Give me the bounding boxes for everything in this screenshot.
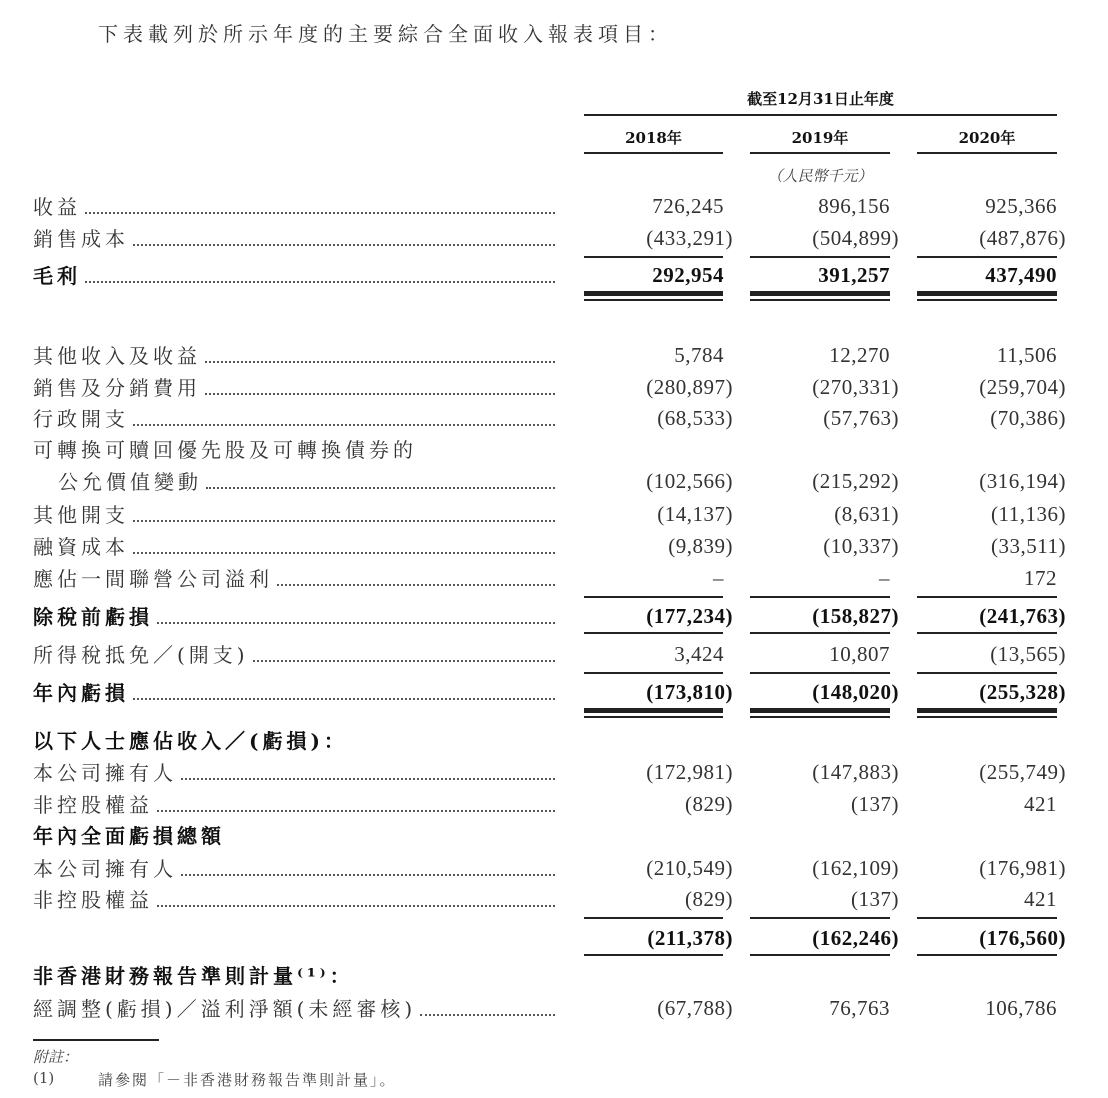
value-2019: (8,631)	[834, 502, 899, 526]
row-label	[33, 994, 555, 1022]
dot-leader	[85, 211, 555, 214]
value-2020: 106,786	[985, 996, 1057, 1020]
double-rule	[917, 716, 1057, 718]
table-row	[0, 261, 1108, 291]
double-rule	[584, 716, 723, 718]
value-2019: (10,337)	[823, 534, 899, 558]
year-header-2020: 2020年	[958, 129, 1016, 147]
dot-leader	[157, 809, 555, 812]
value-2019: 12,270	[829, 343, 890, 367]
row-label	[58, 467, 555, 495]
single-rule	[584, 672, 723, 674]
value-2019: (162,109)	[812, 856, 899, 880]
single-rule	[584, 596, 723, 598]
value-2020: 437,490	[985, 263, 1057, 287]
dot-leader	[205, 360, 555, 363]
single-rule	[584, 917, 723, 919]
dot-leader	[133, 243, 555, 246]
footnote-text: 請參閱「－非香港財務報告準則計量」。	[98, 1071, 397, 1089]
row-label-text: 年內全面虧損總額	[33, 824, 225, 848]
row-label	[33, 532, 555, 560]
value-2019: (137)	[851, 887, 899, 911]
row-label-text: 其他收入及收益	[33, 344, 201, 368]
row-label-text: 本公司擁有人	[33, 761, 177, 785]
single-rule	[584, 256, 723, 258]
table-row	[0, 467, 1108, 497]
table-row	[0, 758, 1108, 788]
value-2019: 896,156	[818, 194, 890, 218]
value-2020: (316,194)	[979, 469, 1066, 493]
row-label-text: 公允價值變動	[58, 470, 202, 494]
dot-leader	[133, 697, 555, 700]
value-2019: (148,020)	[812, 680, 899, 704]
double-rule	[750, 299, 890, 301]
row-label	[33, 564, 555, 592]
value-2019: (57,763)	[823, 406, 899, 430]
value-2020: (255,749)	[979, 760, 1066, 784]
single-rule	[917, 596, 1057, 598]
dot-leader	[85, 280, 555, 283]
row-label-text: 其他開支	[33, 503, 129, 527]
table-row	[0, 341, 1108, 371]
double-rule	[917, 291, 1057, 296]
single-rule	[917, 256, 1057, 258]
value-2020: (11,136)	[991, 502, 1066, 526]
single-rule	[917, 917, 1057, 919]
row-label-text: 收益	[33, 195, 81, 219]
double-rule	[584, 299, 723, 301]
single-rule	[750, 632, 890, 634]
period-header: 截至12月31日止年度	[747, 90, 894, 108]
single-rule	[750, 256, 890, 258]
single-rule	[750, 917, 890, 919]
row-label	[33, 602, 555, 630]
value-2020: (33,511)	[991, 534, 1066, 558]
table-row	[0, 854, 1108, 884]
single-rule	[750, 596, 890, 598]
value-2020: 11,506	[997, 343, 1057, 367]
dot-leader	[181, 777, 555, 780]
single-rule	[917, 672, 1057, 674]
dot-leader	[133, 519, 555, 522]
value-2018: (173,810)	[646, 680, 733, 704]
row-label	[33, 678, 555, 706]
table-row	[0, 885, 1108, 915]
table-row	[0, 192, 1108, 222]
row-label	[33, 373, 555, 401]
unit-label: （人民幣千元）	[767, 167, 873, 185]
table-row	[0, 500, 1108, 530]
value-2018: (433,291)	[646, 226, 733, 250]
value-2020: 925,366	[985, 194, 1057, 218]
row-label	[33, 435, 555, 463]
row-label	[33, 261, 555, 289]
single-rule	[584, 632, 723, 634]
dot-leader	[206, 486, 555, 489]
row-label	[33, 854, 555, 882]
value-2018: (829)	[685, 792, 733, 816]
value-2020: 421	[1024, 792, 1057, 816]
footnote-divider	[33, 1039, 159, 1041]
table-row	[0, 373, 1108, 403]
value-2018: (829)	[685, 887, 733, 911]
row-label	[33, 961, 555, 989]
value-2020: (13,565)	[990, 642, 1066, 666]
value-2018: (210,549)	[646, 856, 733, 880]
row-label-text: 融資成本	[33, 535, 129, 559]
row-label-text: 經調整(虧損)／溢利淨額(未經審核)	[33, 997, 417, 1021]
value-2019: (137)	[851, 792, 899, 816]
period-rule	[584, 114, 1057, 116]
double-rule	[917, 299, 1057, 301]
table-row	[0, 924, 1108, 954]
value-2019: (147,883)	[812, 760, 899, 784]
dot-leader	[420, 1013, 555, 1016]
year-header-2018: 2018年	[625, 129, 682, 147]
value-2020: (176,981)	[979, 856, 1066, 880]
table-row	[0, 435, 1108, 465]
year-header-2019: 2019年	[791, 129, 849, 147]
row-label	[33, 192, 555, 220]
value-2018: 292,954	[652, 263, 724, 287]
row-label-text: 非香港財務報告準則計量⁽¹⁾：	[33, 964, 354, 988]
table-row	[0, 994, 1108, 1024]
row-label-text: 年內虧損	[33, 681, 129, 705]
value-2019: (158,827)	[812, 604, 899, 628]
value-2019: 391,257	[818, 263, 890, 287]
value-2019: (504,899)	[812, 226, 899, 250]
table-row	[0, 678, 1108, 708]
table-row	[0, 961, 1108, 991]
table-row	[0, 821, 1108, 851]
dot-leader	[157, 621, 555, 624]
double-rule	[750, 291, 890, 296]
table-row	[0, 404, 1108, 434]
single-rule	[750, 672, 890, 674]
table-row	[0, 564, 1108, 594]
table-row	[0, 224, 1108, 254]
year-rule	[584, 152, 723, 154]
single-rule	[750, 954, 890, 956]
footnote-marker: (1)	[33, 1069, 55, 1087]
value-2019: (270,331)	[812, 375, 899, 399]
dot-leader	[205, 392, 555, 395]
value-2018: (172,981)	[646, 760, 733, 784]
footnote-title: 附註：	[33, 1048, 79, 1066]
row-label	[33, 224, 555, 252]
row-label-text: 銷售成本	[33, 227, 129, 251]
row-label-text: 行政開支	[33, 407, 129, 431]
value-2018: (102,566)	[646, 469, 733, 493]
row-label-text: 所得稅抵免／(開支)	[33, 643, 249, 667]
table-row	[0, 602, 1108, 632]
dot-leader	[133, 423, 555, 426]
intro-text: 下表載列於所示年度的主要綜合全面收入報表項目：	[98, 22, 673, 46]
row-label	[33, 500, 555, 528]
value-2019: –	[879, 566, 890, 590]
value-2018: 726,245	[652, 194, 724, 218]
double-rule	[750, 708, 890, 713]
value-2020: 172	[1024, 566, 1057, 590]
dot-leader	[133, 551, 555, 554]
table-row	[0, 726, 1108, 756]
row-label	[33, 821, 555, 849]
value-2020: (241,763)	[979, 604, 1066, 628]
dot-leader	[157, 904, 555, 907]
value-2018: (211,378)	[647, 926, 733, 950]
table-row	[0, 640, 1108, 670]
dot-leader	[181, 873, 555, 876]
double-rule	[584, 291, 723, 296]
double-rule	[750, 716, 890, 718]
value-2019: (215,292)	[812, 469, 899, 493]
value-2018: (67,788)	[657, 996, 733, 1020]
double-rule	[917, 708, 1057, 713]
value-2018: –	[713, 566, 724, 590]
table-row	[0, 532, 1108, 562]
value-2019: 10,807	[829, 642, 890, 666]
value-2018: (14,137)	[657, 502, 733, 526]
row-label	[33, 885, 555, 913]
row-label	[33, 640, 555, 668]
double-rule	[584, 708, 723, 713]
row-label-text: 銷售及分銷費用	[33, 376, 201, 400]
value-2020: (259,704)	[979, 375, 1066, 399]
value-2019: (162,246)	[812, 926, 899, 950]
row-label-text: 除稅前虧損	[33, 605, 153, 629]
row-label-text: 應佔一間聯營公司溢利	[33, 567, 273, 591]
row-label	[33, 790, 555, 818]
value-2018: (68,533)	[657, 406, 733, 430]
value-2018: (280,897)	[646, 375, 733, 399]
row-label	[33, 726, 555, 754]
value-2018: (9,839)	[668, 534, 733, 558]
value-2020: (176,560)	[979, 926, 1066, 950]
value-2018: 3,424	[674, 642, 724, 666]
year-rule	[750, 152, 890, 154]
value-2019: 76,763	[829, 996, 890, 1020]
value-2018: (177,234)	[646, 604, 733, 628]
value-2020: 421	[1024, 887, 1057, 911]
value-2020: (487,876)	[979, 226, 1066, 250]
single-rule	[584, 954, 723, 956]
table-row	[0, 790, 1108, 820]
row-label-text: 非控股權益	[33, 793, 153, 817]
value-2020: (70,386)	[990, 406, 1066, 430]
row-label-text: 可轉換可贖回優先股及可轉換債券的	[33, 438, 417, 462]
dot-leader	[253, 659, 555, 662]
single-rule	[917, 632, 1057, 634]
row-label-text: 非控股權益	[33, 888, 153, 912]
row-label-text: 本公司擁有人	[33, 857, 177, 881]
row-label	[33, 341, 555, 369]
row-label-text: 以下人士應佔收入／(虧損)：	[33, 729, 348, 753]
dot-leader	[277, 583, 555, 586]
year-rule	[917, 152, 1057, 154]
row-label-text: 毛利	[33, 264, 81, 288]
row-label	[33, 404, 555, 432]
single-rule	[917, 954, 1057, 956]
value-2018: 5,784	[674, 343, 724, 367]
row-label	[33, 758, 555, 786]
value-2020: (255,328)	[979, 680, 1066, 704]
